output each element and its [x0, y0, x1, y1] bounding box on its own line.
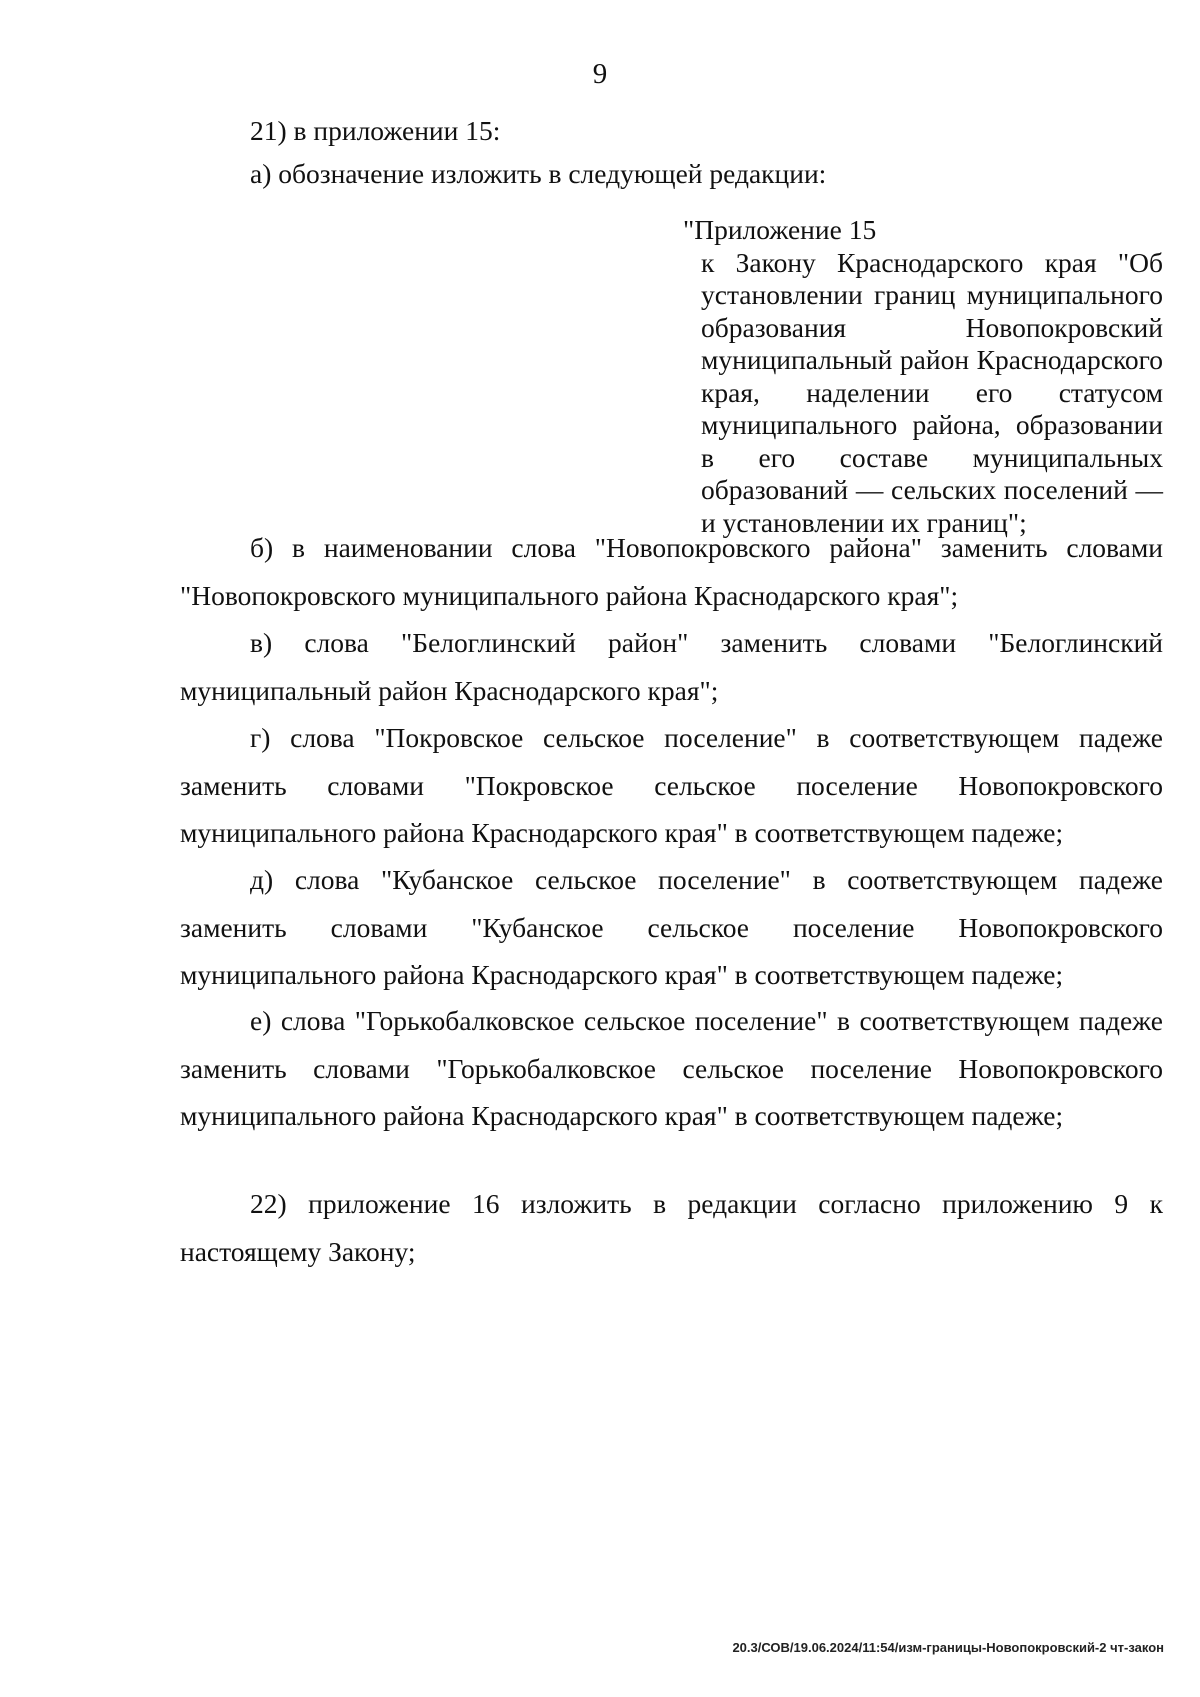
appendix-law-reference: к Закону Краснодарского края "Об установлении границ муниципального образования Новопокровский муниципальный район Краснодарского края, наделении его статусом муниципального района, образовании в его составе муниципальных образований — сельских поселений — и установлении их границ";: [701, 246, 1163, 538]
paragraph-item-21-e: е) слова "Горькобалковское сельское поселение" в соответствующем падеже заменить словами "Горькобалковское сельское поселение Новопокровского муниципального района Краснодарского края" в соответствующем падеже;: [180, 1005, 1163, 1131]
item-21-heading: 21) в приложении 15:: [250, 115, 501, 146]
paragraph-item-21-d: д) слова "Кубанское сельское поселение" в соответствующем падеже заменить словами "Кубанское сельское поселение Новопокровского муниципального района Краснодарского края" в соответствующем падеже;: [180, 864, 1163, 990]
paragraph-item-21-v: в) слова "Белоглинский район" заменить словами "Белоглинский муниципальный район Краснодарского края";: [180, 627, 1163, 706]
item-21-a: а) обозначение изложить в следующей редакции:: [250, 158, 827, 189]
paragraph-item-22: 22) приложение 16 изложить в редакции согласно приложению 9 к настоящему Закону;: [180, 1188, 1163, 1267]
appendix-title: "Приложение 15: [683, 214, 877, 245]
document-footer-reference: 20.3/СОВ/19.06.2024/11:54/изм-границы-Новопокровский-2 чт-закон: [732, 1640, 1164, 1655]
paragraph-item-21-b: б) в наименовании слова "Новопокровского района" заменить словами "Новопокровского муниципального района Краснодарского края";: [180, 532, 1163, 611]
page-number: 9: [592, 58, 608, 90]
paragraph-item-21-g: г) слова "Покровское сельское поселение" в соответствующем падеже заменить словами "Покровское сельское поселение Новопокровского муниципального района Краснодарского края" в соответствующем падеже;: [180, 722, 1163, 848]
appendix-designation-block: [683, 214, 1163, 539]
